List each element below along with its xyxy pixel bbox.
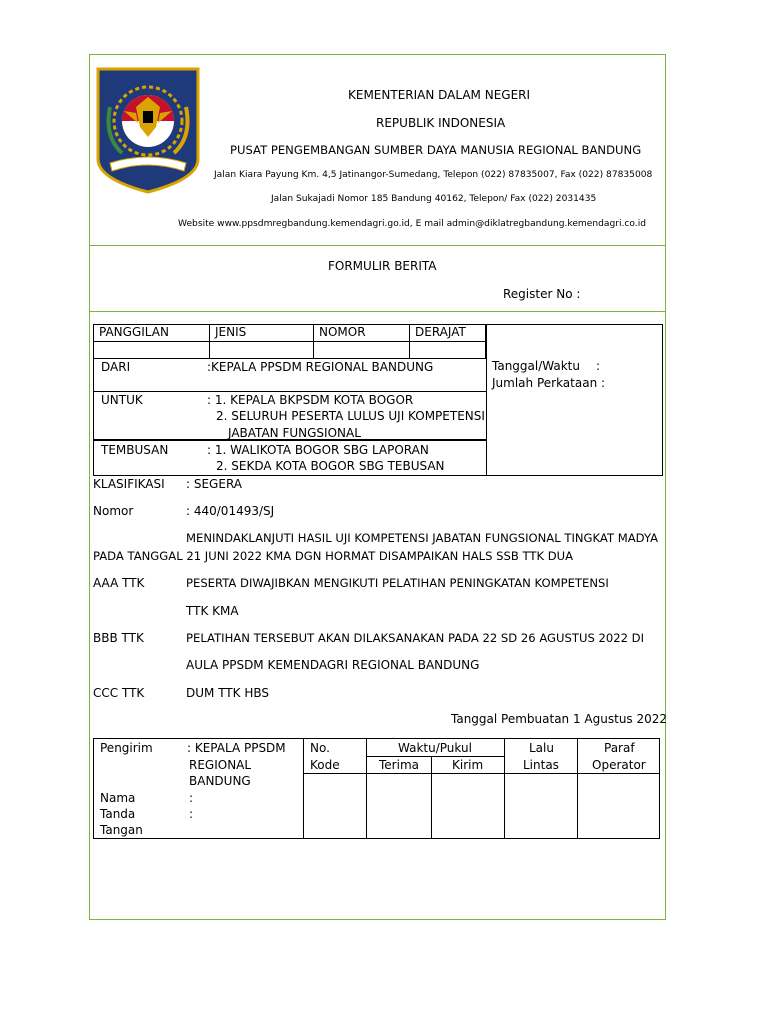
aaa-label: AAA TTK xyxy=(93,576,145,590)
tanggal-waktu-colon: : xyxy=(596,359,601,373)
col-nomor: NOMOR xyxy=(314,325,410,342)
pengirim-value-2: REGIONAL xyxy=(189,758,252,772)
lalu-lintas-label-1: Lalu xyxy=(529,741,554,755)
address-sukajadi: Jalan Sukajadi Nomor 185 Bandung 40162, Telepon/ Fax (022) 2031435 xyxy=(271,194,597,204)
pengirim-value-3: BANDUNG xyxy=(189,774,251,788)
sign-col-divider-3 xyxy=(431,756,432,838)
nama-colon: : xyxy=(189,791,194,805)
tembusan-item-2: 2. SEKDA KOTA BOGOR SBG TEBUSAN xyxy=(216,459,445,473)
dari-value: :KEPALA PPSDM REGIONAL BANDUNG xyxy=(207,360,434,374)
website-email: Website www.ppsdmregbandung.kemendagri.go.id, E mail admin@diklatregbandung.kemendagri.co.id xyxy=(178,219,646,229)
nama-label: Nama xyxy=(100,791,136,805)
sign-col-divider-2 xyxy=(366,738,367,838)
address-jatinangor: Jalan Kiara Payung Km. 4,5 Jatinangor-Sumedang, Telepon (022) 87835007, Fax (022) 87835008 xyxy=(214,170,653,180)
aaa-line-2: TTK KMA xyxy=(186,604,239,618)
org-name-kemendagri: KEMENTERIAN DALAM NEGERI xyxy=(348,88,531,102)
untuk-item-1: : 1. KEPALA BKPSDM KOTA BOGOR xyxy=(207,393,414,407)
paraf-operator-label-1: Paraf xyxy=(604,741,635,755)
tanggal-waktu-label: Tanggal/Waktu xyxy=(492,359,580,373)
nomor-label: Nomor xyxy=(93,504,134,518)
dari-label: DARI xyxy=(101,360,131,374)
tanggal-box xyxy=(486,324,663,476)
jumlah-perkataan-label: Jumlah Perkataan : xyxy=(492,376,606,390)
paragraph-1-line-2: PADA TANGGAL 21 JUNI 2022 KMA DGN HORMAT DISAMPAIKAN HALS SSB TTK DUA xyxy=(93,549,574,563)
ccc-line-1: DUM TTK HBS xyxy=(186,686,269,700)
header-grid xyxy=(93,324,486,359)
sign-col-divider-1 xyxy=(303,738,304,838)
aaa-line-1: PESERTA DIWAJIBKAN MENGIKUTI PELATIHAN PENINGKATAN KOMPETENSI xyxy=(186,576,609,590)
tanggal-pembuatan: Tanggal Pembuatan 1 Agustus 2022 xyxy=(451,712,668,726)
cell-derajat-value xyxy=(410,342,486,359)
org-name-republik: REPUBLIK INDONESIA xyxy=(376,116,506,130)
kirim-label: Kirim xyxy=(452,758,484,772)
paragraph-1-line-1: MENINDAKLANJUTI HASIL UJI KOMPETENSI JABATAN FUNGSIONAL TINGKAT MADYA xyxy=(186,531,659,545)
org-name-ppsdm: PUSAT PENGEMBANGAN SUMBER DAYA MANUSIA REGIONAL BANDUNG xyxy=(230,143,642,157)
bbb-line-2: AULA PPSDM KEMENDAGRI REGIONAL BANDUNG xyxy=(186,658,480,672)
paraf-operator-label-2: Operator xyxy=(592,758,646,772)
kemendagri-logo xyxy=(96,67,200,194)
sign-col-divider-5 xyxy=(577,738,578,838)
tembusan-item-1: : 1. WALIKOTA BOGOR SBG LAPORAN xyxy=(207,443,429,457)
untuk-label: UNTUK xyxy=(101,393,143,407)
klasifikasi-value: : SEGERA xyxy=(186,477,242,491)
pengirim-value-1: : KEPALA PPSDM xyxy=(187,741,286,755)
bbb-label: BBB TTK xyxy=(93,631,144,645)
untuk-item-2: 2. SELURUH PESERTA LULUS UJI KOMPETENSI xyxy=(216,409,485,423)
col-derajat: DERAJAT xyxy=(410,325,486,342)
tanda-colon: : xyxy=(189,807,194,821)
lalu-lintas-label-2: Lintas xyxy=(523,758,559,772)
no-kode-label-1: No. xyxy=(310,741,330,755)
nomor-value: : 440/01493/SJ xyxy=(186,504,275,518)
klasifikasi-label: KLASIFIKASI xyxy=(93,477,165,491)
cell-nomor-value xyxy=(314,342,410,359)
sign-table xyxy=(93,738,660,839)
header-divider xyxy=(89,245,665,246)
form-title: FORMULIR BERITA xyxy=(328,259,437,273)
pengirim-label: Pengirim xyxy=(100,741,153,755)
sign-col-divider-4 xyxy=(504,738,505,838)
register-number: Register No : xyxy=(503,287,581,301)
col-jenis: JENIS xyxy=(210,325,314,342)
terima-label: Terima xyxy=(379,758,419,772)
col-panggilan: PANGGILAN xyxy=(94,325,210,342)
tangan-label: Tangan xyxy=(100,823,143,837)
bbb-line-1: PELATIHAN TERSEBUT AKAN DILAKSANAKAN PADA 22 SD 26 AGUSTUS 2022 DI xyxy=(186,631,645,645)
tanda-label: Tanda xyxy=(100,807,136,821)
untuk-item-2-cont: JABATAN FUNGSIONAL xyxy=(228,426,361,440)
form-title-divider xyxy=(89,311,665,312)
no-kode-label-2: Kode xyxy=(310,758,340,772)
tembusan-label: TEMBUSAN xyxy=(101,443,169,457)
cell-jenis-value xyxy=(210,342,314,359)
cell-panggilan-value xyxy=(94,342,210,359)
ccc-label: CCC TTK xyxy=(93,686,145,700)
sign-row-divider-1 xyxy=(366,756,504,757)
waktu-pukul-label: Waktu/Pukul xyxy=(398,741,472,755)
sign-row-divider-2 xyxy=(303,773,659,774)
